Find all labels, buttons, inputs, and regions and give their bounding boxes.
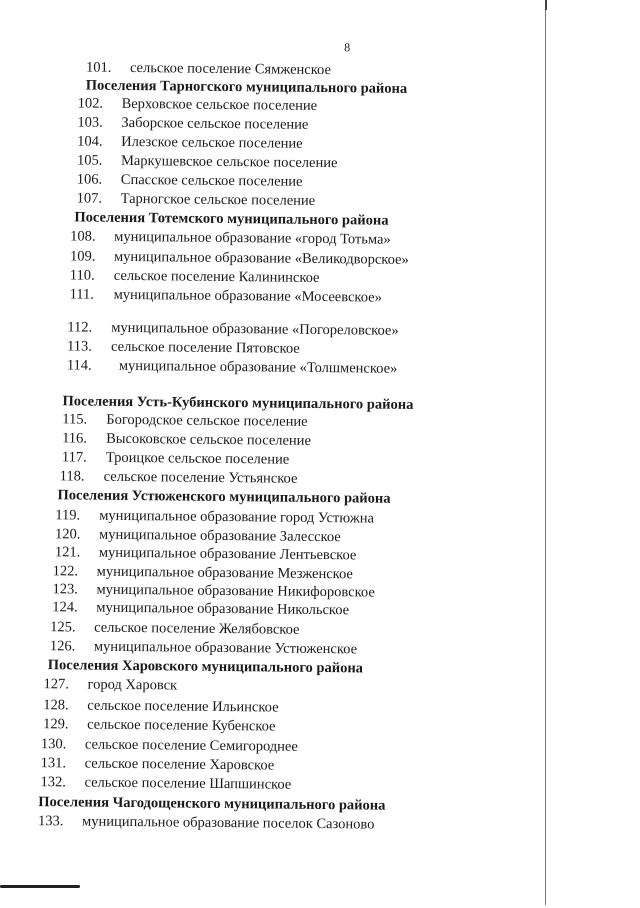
list-item xyxy=(86,60,331,79)
list-item xyxy=(77,114,308,132)
page-number: 8 xyxy=(344,40,351,55)
list-item xyxy=(50,638,357,657)
item-number: 116. xyxy=(62,430,88,447)
item-text: сельское поселение Шапшинское xyxy=(84,774,292,793)
item-text: Верховское сельское поселение xyxy=(121,95,318,114)
item-text: Спасское сельское поселение xyxy=(120,171,303,190)
list-item xyxy=(40,774,291,793)
item-number: 118. xyxy=(59,468,85,485)
item-number: 130. xyxy=(40,736,67,753)
item-text: муниципальное образование город Устюжна xyxy=(99,507,375,527)
item-number: 109. xyxy=(69,248,96,265)
item-text: сельское поселение Кубенское xyxy=(87,716,276,735)
item-number: 117. xyxy=(61,449,87,466)
item-text: Троицкое сельское поселение xyxy=(105,449,290,468)
item-text: муниципальное образование «Толшменское» xyxy=(118,357,398,377)
item-number: 131. xyxy=(40,755,67,772)
list-item xyxy=(77,171,303,189)
item-text: муниципальное образование Лентьевское xyxy=(98,544,357,564)
item-number: 113. xyxy=(66,338,92,355)
item-text: сельское поселение Семигороднее xyxy=(84,736,298,755)
list-item xyxy=(70,228,391,247)
item-text: Богородское сельское поселение xyxy=(106,411,308,430)
item-number: 107. xyxy=(76,190,103,207)
item-number: 102. xyxy=(77,95,104,112)
section-heading-totma: Поселения Тотемского муниципального района xyxy=(74,209,389,229)
item-text: сельское поселение Сямженское xyxy=(129,59,332,79)
list-item xyxy=(77,133,303,151)
list-item xyxy=(55,507,374,526)
item-number: 103. xyxy=(77,114,103,131)
list-item xyxy=(43,697,278,715)
item-number: 101. xyxy=(85,59,112,76)
item-text: сельское поселение Калининское xyxy=(113,267,320,286)
item-text: сельское поселение Устьянское xyxy=(103,468,298,487)
item-number: 105. xyxy=(76,152,103,169)
item-number: 111. xyxy=(69,286,95,303)
item-number: 125. xyxy=(50,619,76,636)
item-number: 132. xyxy=(40,774,66,791)
list-item xyxy=(70,267,320,286)
item-text: муниципальное образование «Великодворское» xyxy=(113,248,409,268)
item-text: Тарногское сельское поселение xyxy=(120,190,316,209)
list-item xyxy=(78,95,318,114)
list-item xyxy=(62,449,289,467)
list-item xyxy=(77,152,338,171)
item-text: муниципальное образование «город Тотьма» xyxy=(114,228,391,248)
list-item xyxy=(41,736,298,755)
list-item xyxy=(67,357,398,376)
list-item xyxy=(38,813,374,833)
item-number: 129. xyxy=(43,716,69,733)
item-text: муниципальное образование поселок Сазоново xyxy=(82,813,375,833)
item-text: Маркушевское сельское поселение xyxy=(120,152,338,172)
list-item xyxy=(67,338,300,356)
item-text: сельское поселение Пятовское xyxy=(110,338,300,357)
item-number: 124. xyxy=(52,599,78,616)
item-number: 120. xyxy=(55,526,81,543)
list-item xyxy=(50,619,300,638)
list-item xyxy=(52,581,374,600)
list-item xyxy=(62,430,311,449)
item-number: 119. xyxy=(55,507,81,524)
section-heading-ust-kubinsky: Поселения Усть-Кубинского муниципального района xyxy=(62,393,414,413)
item-text: сельское поселение Желябовское xyxy=(94,619,300,638)
list-item xyxy=(53,563,353,582)
list-item xyxy=(67,319,399,338)
item-number: 127. xyxy=(43,676,69,693)
item-text: муниципальное образование Никифоровское xyxy=(96,581,375,601)
section-heading-tarnoga: Поселения Тарногского муниципального района xyxy=(85,77,408,97)
list-item xyxy=(60,468,298,486)
list-item xyxy=(52,599,349,618)
item-number: 122. xyxy=(52,563,79,580)
list-item xyxy=(62,411,307,430)
item-number: 133. xyxy=(38,813,64,830)
item-number: 104. xyxy=(77,133,103,150)
item-text: сельское поселение Харовское xyxy=(84,755,275,774)
section-heading-ustyuzhna: Поселения Устюженского муниципального района xyxy=(57,487,391,507)
section-heading-chagoda: Поселения Чагодощенского муниципального района xyxy=(38,794,386,814)
list-item xyxy=(55,544,357,563)
list-item xyxy=(41,755,275,773)
item-number: 108. xyxy=(70,228,96,245)
item-number: 110. xyxy=(69,267,95,284)
item-text: сельское поселение Ильинское xyxy=(87,697,279,716)
item-number: 121. xyxy=(54,544,81,561)
item-text: муниципальное образование Никольское xyxy=(96,599,350,619)
item-text: муниципальное образование «Мосеевское» xyxy=(113,286,382,306)
item-text: Высоковское сельское поселение xyxy=(106,430,312,449)
section-heading-kharovsk: Поселения Харовского муниципального района xyxy=(47,657,364,677)
item-number: 106. xyxy=(76,171,103,188)
list-item xyxy=(55,526,341,545)
item-text: муниципальное образование Мезженское xyxy=(96,563,353,583)
list-item xyxy=(77,190,316,208)
item-text: муниципальное образование «Погореловское» xyxy=(111,319,399,339)
item-number: 123. xyxy=(52,581,78,598)
item-number: 115. xyxy=(62,411,88,428)
item-text: город Харовск xyxy=(87,676,178,694)
item-number: 112. xyxy=(67,319,93,336)
list-item xyxy=(70,286,382,305)
item-text: муниципальное образование Залесское xyxy=(99,526,341,546)
item-number: 114. xyxy=(66,357,92,374)
item-number: 126. xyxy=(49,638,76,655)
list-item xyxy=(70,248,409,268)
item-text: Илезское сельское поселение xyxy=(121,133,303,152)
item-text: муниципальное образование Устюженское xyxy=(93,638,358,658)
item-text: Заборское сельское поселение xyxy=(121,114,309,133)
list-item xyxy=(43,676,177,693)
list-item xyxy=(43,716,276,734)
item-number: 128. xyxy=(43,697,69,714)
